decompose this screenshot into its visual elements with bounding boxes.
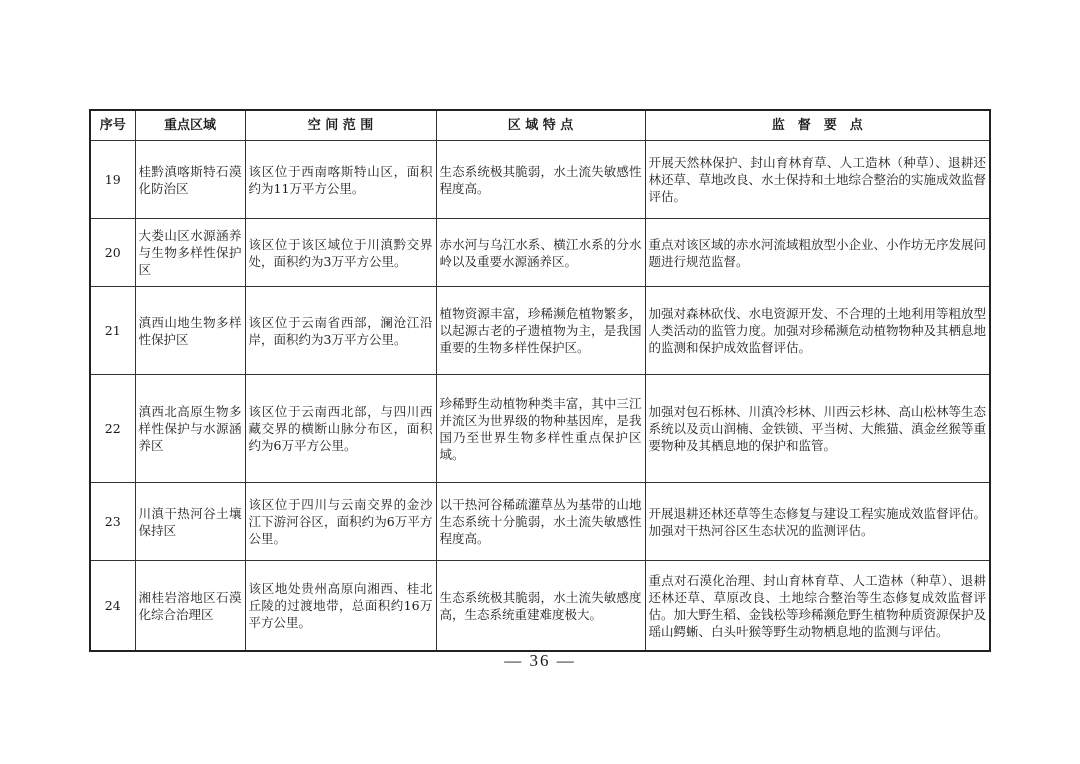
row-scope: 该区地处贵州高原向湘西、桂北丘陵的过渡地带，总面积约16万平方公里。 bbox=[245, 561, 436, 652]
row-features: 植物资源丰富，珍稀濒危植物繁多，以起源古老的孑遗植物为主，是我国重要的生物多样性保护区。 bbox=[436, 287, 645, 375]
row-features: 生态系统极其脆弱，水土流失敏感度高，生态系统重建难度极大。 bbox=[436, 561, 645, 652]
row-scope: 该区位于四川与云南交界的金沙江下游河谷区，面积约为6万平方公里。 bbox=[245, 483, 436, 561]
row-points: 重点对石漠化治理、封山育林育草、人工造林（种草）、退耕还林还草、草原改良、土地综合整治等生态修复成效监督评估。加大野生稻、金钱松等珍稀濒危野生植物种质资源保护及瑶山鳄蜥、白头叶猴等野生动物栖息地的监测与评估。 bbox=[645, 561, 990, 652]
header-scope: 空 间 范 围 bbox=[245, 110, 436, 141]
table-row bbox=[90, 375, 990, 483]
row-scope: 该区位于云南省西部，澜沧江沿岸，面积约为3万平方公里。 bbox=[245, 287, 436, 375]
row-number: 24 bbox=[90, 561, 135, 652]
row-number: 19 bbox=[90, 141, 135, 219]
table-row bbox=[90, 287, 990, 375]
table-header-row bbox=[90, 110, 990, 141]
header-features: 区 域 特 点 bbox=[436, 110, 645, 141]
table-row bbox=[90, 483, 990, 561]
page-number: — 36 — bbox=[504, 651, 576, 670]
header-no: 序号 bbox=[90, 110, 135, 141]
row-features: 生态系统极其脆弱，水土流失敏感性程度高。 bbox=[436, 141, 645, 219]
table-row bbox=[90, 141, 990, 219]
table-row bbox=[90, 561, 990, 652]
supervision-table bbox=[89, 109, 991, 652]
row-features: 珍稀野生动植物种类丰富，其中三江并流区为世界级的物种基因库，是我国乃至世界生物多样性重点保护区域。 bbox=[436, 375, 645, 483]
row-points: 开展退耕还林还草等生态修复与建设工程实施成效监督评估。加强对干热河谷区生态状况的监测评估。 bbox=[645, 483, 990, 561]
row-points: 加强对森林砍伐、水电资源开发、不合理的土地利用等粗放型人类活动的监管力度。加强对珍稀濒危动植物物种及其栖息地的监测和保护成效监督评估。 bbox=[645, 287, 990, 375]
row-region: 桂黔滇喀斯特石漠化防治区 bbox=[135, 141, 245, 219]
row-region: 滇西山地生物多样性保护区 bbox=[135, 287, 245, 375]
row-points: 加强对包石栎林、川滇冷杉林、川西云杉林、高山松林等生态系统以及贡山润楠、金铁锁、平当树、大熊猫、滇金丝猴等重要物种及其栖息地的保护和监管。 bbox=[645, 375, 990, 483]
supervision-table-container bbox=[89, 109, 989, 652]
row-scope: 该区位于西南喀斯特山区，面积约为11万平方公里。 bbox=[245, 141, 436, 219]
row-region: 湘桂岩溶地区石漠化综合治理区 bbox=[135, 561, 245, 652]
row-number: 21 bbox=[90, 287, 135, 375]
row-number: 22 bbox=[90, 375, 135, 483]
row-features: 以干热河谷稀疏灌草丛为基带的山地生态系统十分脆弱，水土流失敏感性程度高。 bbox=[436, 483, 645, 561]
row-number: 20 bbox=[90, 219, 135, 287]
row-region: 川滇干热河谷土壤保持区 bbox=[135, 483, 245, 561]
row-points: 开展天然林保护、封山育林育草、人工造林（种草）、退耕还林还草、草地改良、水土保持和土地综合整治的实施成效监督评估。 bbox=[645, 141, 990, 219]
row-features: 赤水河与乌江水系、横江水系的分水岭以及重要水源涵养区。 bbox=[436, 219, 645, 287]
row-scope: 该区位于该区域位于川滇黔交界处，面积约为3万平方公里。 bbox=[245, 219, 436, 287]
header-points: 监 督 要 点 bbox=[645, 110, 990, 141]
row-scope: 该区位于云南西北部，与四川西藏交界的横断山脉分布区，面积约为6万平方公里。 bbox=[245, 375, 436, 483]
row-region: 大娄山区水源涵养与生物多样性保护区 bbox=[135, 219, 245, 287]
row-points: 重点对该区域的赤水河流域粗放型小企业、小作坊无序发展问题进行规范监督。 bbox=[645, 219, 990, 287]
header-region: 重点区域 bbox=[135, 110, 245, 141]
row-region: 滇西北高原生物多样性保护与水源涵养区 bbox=[135, 375, 245, 483]
row-number: 23 bbox=[90, 483, 135, 561]
table-row bbox=[90, 219, 990, 287]
